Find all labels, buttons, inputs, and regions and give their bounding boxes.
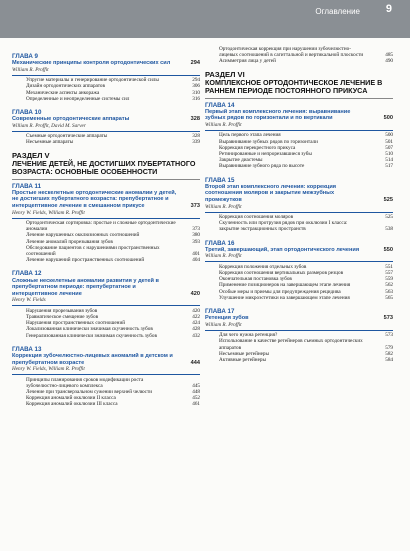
toc-entry-title: Травматическое смещение зубов (26, 314, 99, 321)
toc-entry-page: 514 (385, 157, 393, 164)
toc-entry-page: 517 (385, 163, 393, 170)
chapter-block (205, 177, 393, 237)
toc-entry-page: 485 (385, 52, 393, 59)
toc-entry-page: 490 (385, 58, 393, 65)
toc-entry-title: Несъемные ретейнеры (219, 350, 270, 357)
toc-entry (205, 46, 393, 58)
toc-entry-page: 422 (192, 314, 200, 321)
toc-entry-title: Окончательная постановка зубов (219, 276, 292, 283)
toc-entry-page: 573 (385, 332, 393, 339)
toc-entry-title: Коррекция соотношения вертикальных размеров резцов (219, 270, 344, 277)
header-title: Оглавление (315, 7, 360, 16)
spacer (12, 146, 200, 150)
chapter-page: 444 (190, 359, 200, 366)
chapter-block (12, 346, 200, 412)
chapter-title: Второй этап комплексного лечения: коррекция соотношения моляров и закрытие межзубных промежутков (205, 183, 337, 204)
toc-entry-title: Ортодонтическая сортировка: простые и сложные ортодонтические аномалии (26, 220, 176, 233)
toc-left-column (12, 46, 200, 412)
toc-entry-page: 579 (385, 344, 393, 351)
chapter-author: William R. Proffit (205, 122, 242, 128)
chapter-title: Простые нескелетные ортодонтические аномалии у детей, не достигших пубертатного возраста: препубертатное и интерцептивное лечение в смешанном прикусе (12, 189, 177, 210)
toc-entry-title: Коррекция соотношения моляров (219, 214, 294, 221)
chapter-author: William R. Proffit, David M. Sarver (12, 122, 86, 129)
chapter-heading (12, 353, 200, 366)
toc-right-column (205, 46, 393, 367)
toc-entry-title: Улучшение микроэстетики на завершающем этапе лечения (219, 294, 350, 301)
chapter-page: 573 (383, 315, 393, 322)
chapter-heading (205, 109, 393, 122)
chapter-title: Сложные нескелетные аномалии развития у детей в препубертатном периоде: препубертатное и интерцептивное лечение (12, 277, 159, 297)
toc-entry-title: Выравнивание зубных рядов по горизонтали (219, 138, 318, 145)
toc-entry-title: Упругие материалы и генерирование ортодонтической силы (26, 77, 159, 84)
toc-entry-page: 565 (385, 294, 393, 301)
toc-entry-page: 551 (385, 263, 393, 270)
chapter-divider (205, 330, 393, 331)
toc-entry (205, 58, 393, 64)
chapter-label: ГЛАВА 12 (12, 270, 42, 278)
chapter-title: Современные ортодонтические аппараты (12, 116, 130, 123)
toc-entry (12, 333, 200, 339)
toc-entry (12, 245, 200, 257)
toc-entry-title: Использование в качестве ретейнеров съемных ортодонтических аппаратов (219, 338, 363, 351)
toc-entry-page: 339 (192, 139, 200, 146)
chapter-divider (12, 131, 200, 132)
spacer (205, 170, 393, 174)
toc-entry-page: 510 (385, 151, 393, 158)
toc-entry-page: 562 (385, 282, 393, 289)
chapter-divider (12, 218, 200, 219)
chapter-title: Механические принципы контроля ортодонтических сил (12, 60, 171, 67)
toc-entry-title: Коррекция положения отдельных зубов (219, 263, 307, 270)
chapter-label: ГЛАВА 15 (205, 176, 235, 184)
spacer (205, 233, 393, 237)
toc-entry-page: 584 (385, 357, 393, 364)
toc-entry (12, 377, 200, 389)
chapter-block (12, 53, 200, 106)
toc-entry-page: 452 (192, 395, 200, 402)
chapter-heading (205, 184, 393, 204)
spacer (12, 408, 200, 412)
toc-entry-page: 501 (385, 138, 393, 145)
toc-entry-title: Генерализованная клинически значимая скученность зубов (26, 332, 157, 339)
toc-entry-page: 393 (192, 238, 200, 245)
chapter-page: 328 (190, 116, 200, 123)
toc-entry-title: Лечение при трансверзальном сужении верхней челюсти (26, 389, 153, 396)
toc-entry (205, 220, 393, 232)
toc-entry-title: Применение позиционеров на завершающем этапе лечения (219, 282, 351, 289)
chapter-page: 550 (383, 246, 393, 253)
chapter-label: ГЛАВА 11 (12, 182, 42, 190)
chapter-author: William R. Proffit (12, 66, 49, 73)
chapter-divider (12, 374, 200, 375)
toc-entry-title: Съемные ортодонтические аппараты (26, 133, 108, 140)
toc-entry-title: Дизайн ортодонтических аппаратов (26, 83, 105, 90)
toc-entry (205, 163, 393, 169)
chapter-block (12, 109, 200, 150)
toc-entry-page: 582 (385, 350, 393, 357)
chapter-page: 525 (383, 197, 393, 204)
toc-entry-title: Определенные и неопределенные системы сил (26, 95, 130, 102)
toc-entry-page: 557 (385, 270, 393, 277)
section-label: РАЗДЕЛ V (12, 150, 50, 160)
toc-entry-page: 448 (192, 389, 200, 396)
chapter-block (12, 270, 200, 342)
toc-entry (12, 220, 200, 232)
chapter-label: ГЛАВА 13 (12, 345, 42, 353)
toc-entry (205, 338, 393, 350)
toc-entry-title: Особые меры и приемы для предупреждения рецидива (219, 288, 341, 295)
toc-entry-title: Асимметрия лица у детей (219, 58, 276, 65)
section-title: КОМПЛЕКСНОЕ ОРТОДОНТИЧЕСКОЕ ЛЕЧЕНИЕ В РАННЕМ ПЕРИОДЕ ПОСТОЯННОГО ПРИКУСА (205, 78, 383, 96)
toc-entry-title: Для чего нужна ретенция? (219, 332, 278, 339)
toc-entry (12, 401, 200, 407)
toc-entry (12, 96, 200, 102)
toc-entry-page: 432 (192, 332, 200, 339)
toc-entry-title: Лечение нарушений пространственных соотношений (26, 257, 145, 264)
section-block (12, 152, 200, 180)
toc-entry-title: Ортодонтическая коррекция при нарушении зубочелюстно-лицевых соотношений в сагиттальной и вертикальной плоскости (219, 46, 364, 59)
chapter-divider (205, 130, 393, 131)
toc-entry-page: 500 (385, 132, 393, 139)
chapter-heading (12, 116, 200, 123)
chapter-title: Первый этап комплексного лечения: выравнивание зубных рядов по горизонтали и по вертикали (205, 108, 351, 122)
chapter-title: Коррекция зубочелюстно-лицевых аномалий в детском и препубертатном возрасте (12, 353, 173, 366)
toc-entry-title: Нарушения пространственных соотношений (26, 320, 126, 327)
section-divider (12, 179, 200, 180)
section-block (205, 71, 393, 99)
toc-entry-title: Выравнивание зубного ряда по высоте (219, 163, 305, 170)
section-title: ЛЕЧЕНИЕ ДЕТЕЙ, НЕ ДОСТИГШИХ ПУБЕРТАТНОГО ВОЗРАСТА: ОСНОВНЫЕ ОСОБЕННОСТИ (12, 159, 196, 177)
toc-entry (12, 257, 200, 263)
toc-entry-page: 316 (192, 95, 200, 102)
toc-entry-title: Лечение нарушенных окклюзионных соотношений (26, 232, 140, 239)
toc-entry-page: 380 (192, 232, 200, 239)
chapter-block (205, 308, 393, 367)
chapter-divider (12, 75, 200, 76)
toc-entry-page: 445 (192, 382, 200, 389)
page-header (0, 0, 410, 38)
toc-entry-title: Ретинированные и непрорезавшиеся зубы (219, 151, 312, 158)
toc-entry-page: 507 (385, 144, 393, 151)
chapter-author: William R. Proffit (205, 253, 242, 260)
chapter-label: ГЛАВА 14 (205, 101, 235, 109)
toc-entry-title: Закрытие диастемы (219, 157, 263, 164)
chapter-block (205, 102, 393, 174)
toc-entry-title: Коррекция аномалий окклюзии III класса (26, 401, 118, 408)
chapter-label: ГЛАВА 10 (12, 109, 42, 117)
toc-entry-page: 525 (385, 214, 393, 221)
spacer (12, 102, 200, 106)
chapter-label: ГЛАВА 17 (205, 308, 235, 316)
chapter-heading (12, 190, 200, 210)
toc-entry-title: Активные ретейнеры (219, 357, 266, 364)
spacer (205, 301, 393, 305)
toc-entry-page: 373 (192, 226, 200, 233)
chapter-author: Henry W. Fields, William R. Proffit (12, 209, 85, 216)
section-label: РАЗДЕЛ VI (205, 69, 245, 79)
chapter-author: William R. Proffit (205, 203, 242, 210)
toc-entry-page: 401 (192, 251, 200, 258)
section-divider (205, 98, 393, 99)
toc-entry-page: 563 (385, 288, 393, 295)
toc-entry-page: 428 (192, 326, 200, 333)
toc-entry-title: Обследование пациентов с нарушениями пространственных соотношений (26, 244, 160, 258)
chapter-heading (12, 60, 200, 67)
spacer (205, 363, 393, 367)
toc-entry-page: 310 (192, 89, 200, 96)
toc-entry-title: Коррекция перекрестного прикуса (219, 144, 296, 151)
toc-entry-page: 404 (192, 257, 200, 264)
toc-entry-page: 461 (192, 401, 200, 408)
chapter-label: ГЛАВА 9 (12, 53, 38, 60)
chapter-divider (12, 305, 200, 306)
chapter-label: ГЛАВА 16 (205, 239, 235, 247)
chapter-block (205, 240, 393, 305)
toc-entry-title: Локализованная клинически значимая скученность зубов (26, 326, 153, 333)
chapter-divider (205, 261, 393, 262)
chapter-page: 294 (190, 60, 200, 67)
chapter-title: Ретенция зубов (205, 315, 249, 322)
toc-entry-title: Принципы планирования сроков модификации роста зубочелюстно-лицевого комплекса (26, 376, 144, 389)
toc-entry (205, 295, 393, 301)
spacer (12, 263, 200, 267)
chapter-heading (205, 315, 393, 322)
toc-entry-page: 294 (192, 77, 200, 84)
chapter-author: Henry W. Fields, William R. Proffit (12, 366, 85, 373)
toc-entry-page: 328 (192, 133, 200, 140)
toc-entry-title: Лечение аномалий прорезывания зубов (26, 238, 113, 245)
toc-entry-page: 420 (192, 307, 200, 314)
toc-entry-page: 424 (192, 320, 200, 327)
chapter-divider (205, 212, 393, 213)
toc-entry-title: Несъемные аппараты (26, 139, 74, 146)
chapter-title: Третий, завершающий, этап ортодонтического лечения (205, 246, 360, 253)
spacer (12, 46, 200, 50)
toc-entry-title: Скученность или протрузия рядов при окклюзии I класса: закрытие экстракционных пространств (219, 220, 348, 233)
toc-entry-page: 538 (385, 226, 393, 233)
chapter-author: Henry W. Fields (12, 297, 46, 304)
toc-entry-title: Коррекция аномалий окклюзии II класса (26, 395, 116, 402)
chapter-author: William R. Proffit (205, 321, 242, 328)
chapter-page: 373 (190, 203, 200, 210)
toc-entry-page: 306 (192, 83, 200, 90)
toc-entry-title: Цель первого этапа лечения (219, 132, 281, 139)
toc-entry (205, 357, 393, 363)
toc-entry-page: 559 (385, 276, 393, 283)
chapter-page: 420 (190, 290, 200, 297)
chapter-page: 500 (383, 115, 393, 122)
page-number: 9 (385, 3, 392, 15)
chapter-heading (12, 278, 200, 298)
chapter-block (12, 183, 200, 268)
spacer (12, 339, 200, 343)
spacer (205, 65, 393, 69)
toc-entry-title: Механические аспекты анкоража (26, 89, 100, 96)
toc-entry-title: Нарушения прорезывания зубов (26, 307, 98, 314)
toc-entry (12, 139, 200, 145)
